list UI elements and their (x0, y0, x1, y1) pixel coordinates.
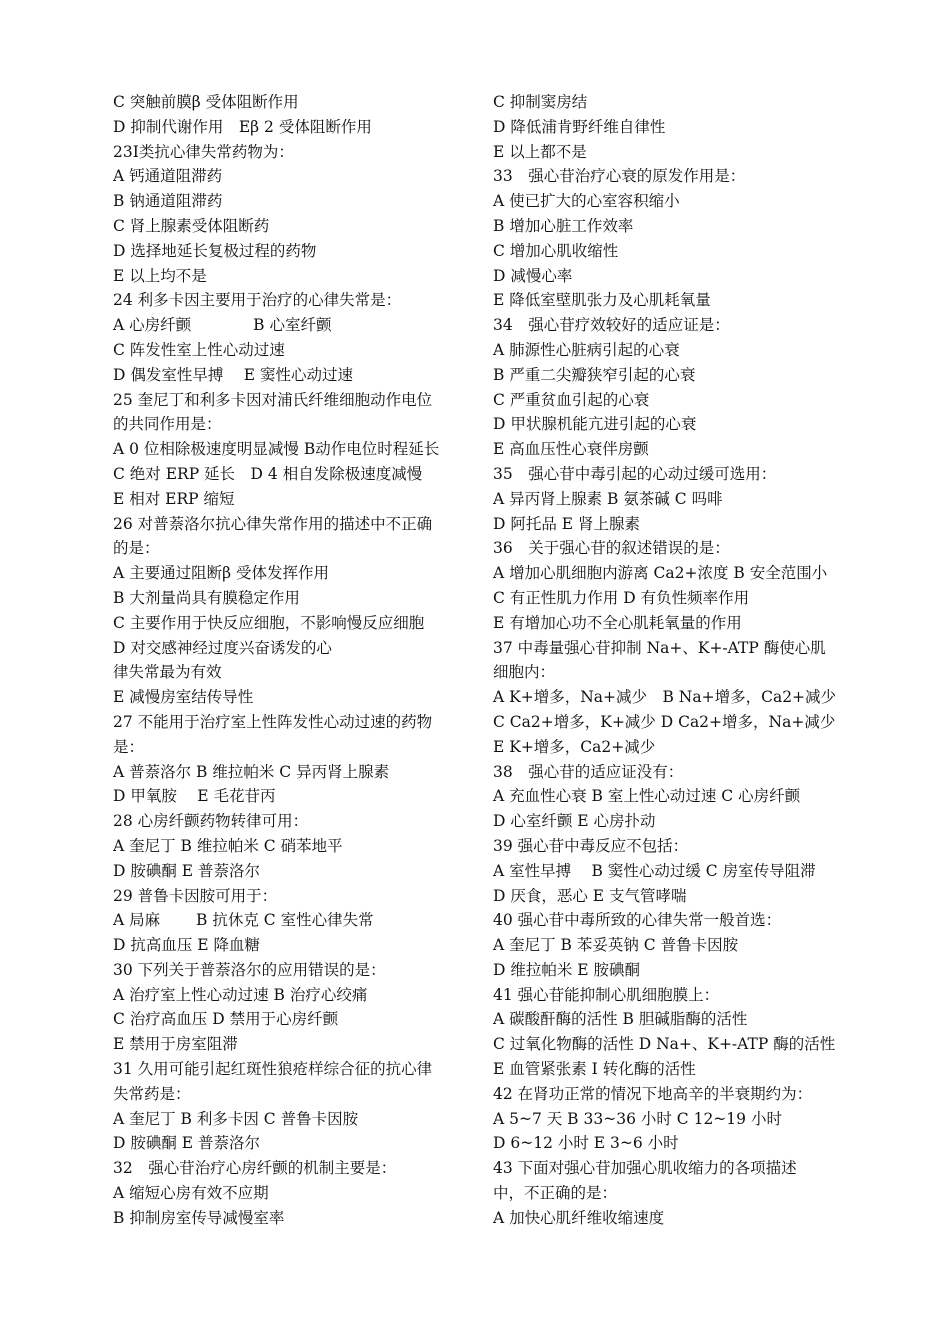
text-line: D 对交感神经过度兴奋诱发的心 (113, 638, 332, 657)
text-line: C 过氧化物酶的活性 D Na+、K+-ATP 酶的活性 (493, 1035, 836, 1054)
text-line: B 严重二尖瓣狭窄引起的心衰 (493, 365, 696, 384)
text-line: 34 强心苷疗效较好的适应证是： (493, 316, 730, 335)
text-line: D 胺碘酮 E 普萘洛尔 (113, 1134, 261, 1153)
text-line: 律失常最为有效 (113, 663, 222, 682)
text-line: 27 不能用于治疗室上性阵发性心动过速的药物 (113, 712, 433, 731)
text-line: D 厌食，恶心 E 支气管哮喘 (493, 886, 687, 905)
text-line: D 胺碘酮 E 普萘洛尔 (113, 861, 261, 880)
text-line: C 抑制窦房结 (493, 93, 588, 111)
text-line: 35 强心苷中毒引起的心动过缓可选用： (493, 464, 777, 483)
text-line: A 普萘洛尔 B 维拉帕米 C 异丙肾上腺素 (113, 762, 390, 781)
text-line: A 钙通道阻滞药 (113, 167, 223, 186)
text-line: C 绝对 ERP 延长 D 4 相自发除极速度减慢 (113, 464, 423, 483)
text-line: C Ca2+增多，K+减少 D Ca2+增多，Na+减少 (493, 712, 836, 731)
text-line: 23Ⅰ类抗心律失常药物为： (113, 142, 294, 161)
text-line: 32 强心苷治疗心房纤颤的机制主要是： (113, 1159, 397, 1178)
text-line: A 加快心肌纤维收缩速度 (493, 1208, 665, 1227)
text-line: A 奎尼丁 B 维拉帕米 C 硝苯地平 (113, 836, 343, 855)
text-line: B 钠通道阻滞药 (113, 192, 223, 211)
text-line: A 奎尼丁 B 利多卡因 C 普鲁卡因胺 (113, 1109, 359, 1128)
text-line: 37 中毒量强心苷抑制 Na+、K+-ATP 酶使心肌 (493, 638, 826, 657)
text-line: A 异丙肾上腺素 B 氨茶碱 C 吗啡 (493, 489, 723, 508)
text-line: C 有正性肌力作用 D 有负性频率作用 (493, 588, 750, 607)
text-line: D 阿托品 E 肾上腺素 (493, 514, 641, 533)
text-line: E 禁用于房室阻滞 (113, 1035, 238, 1054)
text-line: D 偶发室性早搏 E 窦性心动过速 (113, 365, 354, 384)
text-line: A K+增多，Na+减少 B Na+增多，Ca2+减少 (493, 688, 837, 707)
text-line: A 奎尼丁 B 苯妥英钠 C 普鲁卡因胺 (493, 936, 739, 955)
text-line: D 降低浦肯野纤维自律性 (493, 117, 666, 136)
text-line: A 局麻 B 抗休克 C 室性心律失常 (113, 911, 374, 930)
text-line: C 突触前膜β 受体阻断作用 (113, 93, 299, 111)
text-line: D 心室纤颤 E 心房扑动 (493, 812, 656, 831)
text-line: 42 在肾功正常的情况下地高辛的半衰期约为： (493, 1084, 813, 1103)
text-line: 30 下列关于普萘洛尔的应用错误的是： (113, 960, 386, 979)
text-line: A 5~7 天 B 33~36 小时 C 12~19 小时 (493, 1109, 782, 1128)
text-line: B 抑制房室传导减慢室率 (113, 1208, 285, 1227)
text-line: 41 强心苷能抑制心肌细胞膜上： (493, 985, 720, 1004)
text-line: 24 利多卡因主要用于治疗的心律失常是： (113, 291, 402, 310)
text-line: E 血管紧张素 I 转化酶的活性 (493, 1060, 696, 1079)
text-line: 43 下面对强心苷加强心肌收缩力的各项描述 (493, 1159, 797, 1178)
text-line: A 治疗室上性心动过速 B 治疗心绞痛 (113, 985, 368, 1004)
text-line: E 降低室壁肌张力及心肌耗氧量 (493, 291, 711, 310)
left-column (113, 90, 463, 1231)
right-column (493, 90, 843, 1231)
text-line: E 以上均不是 (113, 266, 207, 285)
text-line: E 高血压性心衰伴房颤 (493, 440, 649, 459)
text-line: D 抗高血压 E 降血糖 (113, 936, 261, 955)
text-line: A 缩短心房有效不应期 (113, 1184, 269, 1203)
text-line: 25 奎尼丁和利多卡因对浦氏纤维细胞动作电位 (113, 390, 433, 409)
text-line: B 增加心脏工作效率 (493, 216, 634, 235)
text-line: 细胞内： (493, 663, 556, 682)
text-line: E K+增多，Ca2+减少 (493, 737, 656, 756)
text-line: A 增加心肌细胞内游离 Ca2+浓度 B 安全范围小 (493, 564, 828, 583)
text-line: C 肾上腺素受体阻断药 (113, 216, 270, 235)
text-line: A 主要通过阻断β 受体发挥作用 (113, 564, 330, 583)
text-line: 28 心房纤颤药物转律可用： (113, 812, 309, 831)
text-line: D 甲状腺机能亢进引起的心衰 (493, 415, 697, 434)
text-line: 29 普鲁卡因胺可用于： (113, 886, 278, 905)
text-line: 39 强心苷中毒反应不包括： (493, 836, 689, 855)
text-line: E 相对 ERP 缩短 (113, 489, 235, 508)
text-line: E 以上都不是 (493, 142, 587, 161)
text-line: 36 关于强心苷的叙述错误的是： (493, 539, 730, 558)
text-line: A 0 位相除极速度明显减慢 B动作电位时程延长 (113, 440, 440, 459)
text-line: 33 强心苷治疗心衰的原发作用是： (493, 167, 746, 186)
text-line: E 减慢房室结传导性 (113, 688, 254, 707)
text-line: 26 对普萘洛尔抗心律失常作用的描述中不正确 (113, 514, 433, 533)
text-line: 31 久用可能引起红斑性狼疮样综合征的抗心律 (113, 1060, 433, 1079)
text-line: D 抑制代谢作用 Eβ 2 受体阻断作用 (113, 117, 372, 136)
text-line: 失常药是： (113, 1084, 191, 1103)
text-line: D 减慢心率 (493, 266, 573, 285)
text-line: B 大剂量尚具有膜稳定作用 (113, 588, 300, 607)
text-line: D 选择地延长复极过程的药物 (113, 241, 317, 260)
text-line: C 增加心肌收缩性 (493, 241, 619, 260)
text-line: 是： (113, 737, 145, 756)
text-line: A 肺源性心脏病引起的心衰 (493, 340, 680, 359)
text-line: C 阵发性室上性心动过速 (113, 340, 285, 359)
text-line: A 室性早搏 B 窦性心动过缓 C 房室传导阻滞 (493, 861, 816, 880)
text-line: D 6~12 小时 E 3~6 小时 (493, 1134, 679, 1153)
text-line: E 有增加心功不全心肌耗氧量的作用 (493, 613, 742, 632)
text-line: A 心房纤颤 B 心室纤颤 (113, 316, 332, 335)
text-line: C 治疗高血压 D 禁用于心房纤颤 (113, 1010, 339, 1029)
text-line: D 维拉帕米 E 胺碘酮 (493, 960, 641, 979)
text-line: 38 强心苷的适应证没有： (493, 762, 684, 781)
text-line: C 严重贫血引起的心衰 (493, 390, 650, 409)
text-line: D 甲氧胺 E 毛花苷丙 (113, 787, 276, 806)
text-line: C 主要作用于快反应细胞，不影响慢反应细胞 (113, 613, 425, 632)
text-line: A 使已扩大的心室容积缩小 (493, 192, 680, 211)
text-line: A 碳酸酐酶的活性 B 胆碱脂酶的活性 (493, 1010, 748, 1029)
text-line: 40 强心苷中毒所致的心律失常一般首选： (493, 911, 782, 930)
text-line: 的是： (113, 539, 160, 558)
text-line: 中，不正确的是： (493, 1184, 618, 1203)
text-line: 的共同作用是： (113, 415, 222, 434)
text-line: A 充血性心衰 B 室上性心动过速 C 心房纤颤 (493, 787, 801, 806)
